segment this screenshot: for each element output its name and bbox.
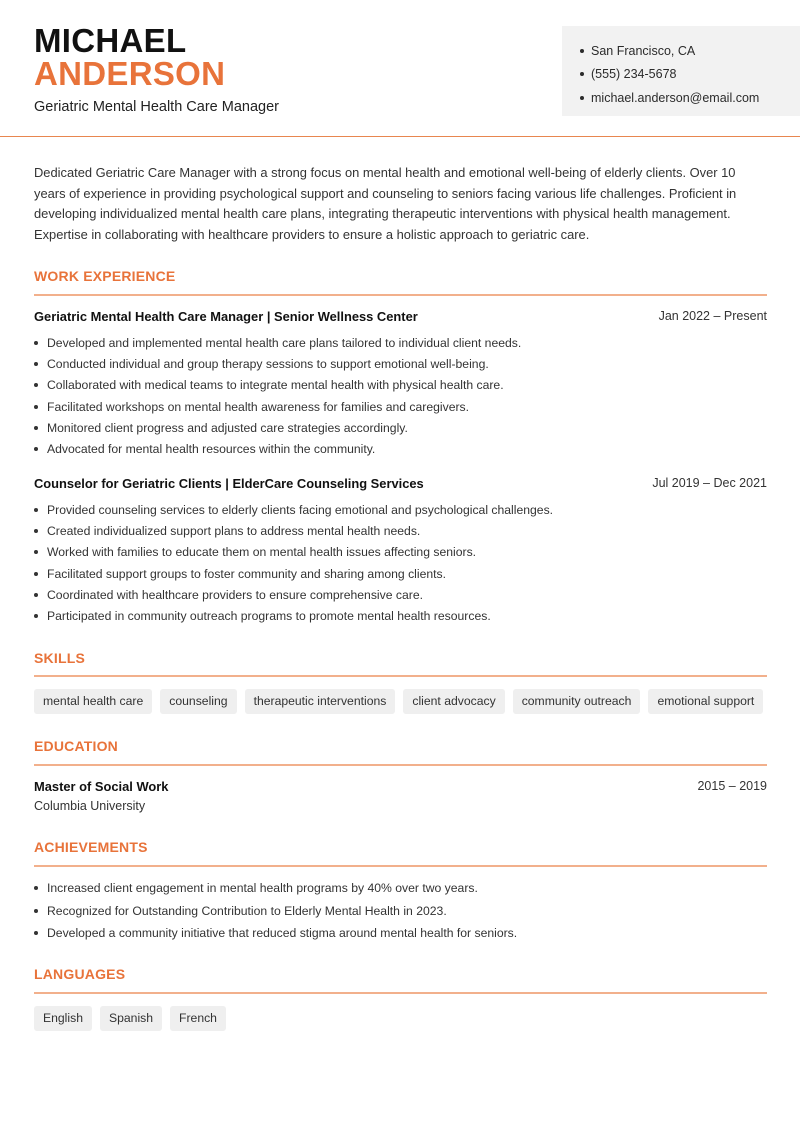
list-item-text: Participated in community outreach programs to promote mental health resources. [47, 609, 491, 624]
bullet-icon [34, 614, 38, 618]
job-role: Geriatric Mental Health Care Manager | Senior Wellness Center [34, 309, 418, 324]
bullet-icon [34, 593, 38, 597]
language-tag: English [34, 1006, 92, 1031]
list-item-text: Facilitated support groups to foster community and sharing among clients. [47, 566, 447, 581]
contact-location [580, 39, 800, 63]
list-item [34, 396, 767, 417]
bullet-icon [34, 426, 38, 430]
section-divider [34, 294, 767, 296]
bullet-icon [580, 96, 584, 100]
bullet-icon [34, 931, 38, 935]
list-item [34, 922, 767, 945]
bullet-icon [34, 909, 38, 913]
achievements-list [34, 877, 767, 945]
section-title-languages: LANGUAGES [34, 966, 126, 982]
list-item-text: Monitored client progress and adjusted care strategies accordingly. [47, 420, 408, 435]
skill-tag: client advocacy [403, 689, 504, 714]
list-item [34, 375, 767, 396]
skill-tag: counseling [160, 689, 236, 714]
list-item-text: Recognized for Outstanding Contribution to Elderly Mental Health in 2023. [47, 903, 447, 918]
list-item-text: Developed a community initiative that reduced stigma around mental health for seniors. [47, 926, 518, 941]
job-dates: Jul 2019 – Dec 2021 [652, 476, 767, 490]
list-item-text: Coordinated with healthcare providers to ensure comprehensive care. [47, 587, 423, 602]
bullet-icon [34, 550, 38, 554]
section-title-achievements: ACHIEVEMENTS [34, 839, 148, 855]
list-item [34, 900, 767, 923]
contact-email [580, 86, 800, 110]
job-title: Geriatric Mental Health Care Manager [34, 99, 279, 115]
list-item-text: Collaborated with medical teams to integrate mental health with physical health care. [47, 378, 504, 393]
bullet-icon [34, 447, 38, 451]
bullet-icon [34, 362, 38, 366]
job-bullets [34, 332, 767, 460]
contact-location-text: San Francisco, CA [591, 43, 696, 58]
list-item [34, 542, 767, 563]
job-bullets [34, 499, 767, 627]
bullet-icon [34, 508, 38, 512]
bullet-icon [34, 886, 38, 890]
list-item-text: Advocated for mental health resources within the community. [47, 442, 376, 457]
summary: Dedicated Geriatric Care Manager with a strong focus on mental health and emotional well-being of elderly clients. Over 10 years of experience in providing psychological support and counseling to seniors facing various life challenges. Proficient in developing individualized mental health care plans, integrating therapeutic interventions with physical health management. Expertise in collaborating with healthcare providers to ensure a holistic approach to geriatric care. [34, 165, 737, 243]
contact-phone-text: (555) 234-5678 [591, 67, 677, 82]
languages-list [34, 1006, 226, 1031]
list-item-text: Worked with families to educate them on mental health issues affecting seniors. [47, 545, 477, 560]
section-divider [34, 764, 767, 766]
list-item [34, 438, 767, 459]
section-divider [34, 675, 767, 677]
list-item-text: Increased client engagement in mental health programs by 40% over two years. [47, 881, 478, 896]
section-title-education: EDUCATION [34, 738, 118, 754]
first-name: MICHAEL [34, 22, 187, 59]
list-item-text: Created individualized support plans to address mental health needs. [47, 523, 421, 538]
resume-header [0, 0, 800, 137]
section-divider [34, 865, 767, 867]
job-header [34, 476, 767, 491]
language-tag: Spanish [100, 1006, 162, 1031]
skills-list [34, 689, 763, 714]
bullet-icon [34, 529, 38, 533]
list-item [34, 353, 767, 374]
skill-tag: mental health care [34, 689, 152, 714]
last-name: ANDERSON [34, 55, 226, 92]
list-item-text: Developed and implemented mental health care plans tailored to individual client needs. [47, 335, 522, 350]
section-divider [34, 992, 767, 994]
list-item [34, 877, 767, 900]
list-item [34, 417, 767, 438]
list-item [34, 605, 767, 626]
skill-tag: therapeutic interventions [245, 689, 396, 714]
list-item [34, 584, 767, 605]
contact-email-text[interactable]: michael.anderson@email.com [591, 90, 760, 105]
list-item [34, 563, 767, 584]
job-dates: Jan 2022 – Present [658, 309, 767, 323]
bullet-icon [34, 383, 38, 387]
education-school: Columbia University [34, 799, 146, 813]
bullet-icon [34, 341, 38, 345]
list-item-text: Provided counseling services to elderly clients facing emotional and psychological challenges. [47, 502, 554, 517]
bullet-icon [34, 405, 38, 409]
education-dates: 2015 – 2019 [697, 779, 767, 793]
bullet-icon [34, 572, 38, 576]
contact-phone [580, 63, 800, 87]
skill-tag: community outreach [513, 689, 641, 714]
skill-tag: emotional support [648, 689, 763, 714]
section-title-skills: SKILLS [34, 650, 85, 666]
list-item-text: Conducted individual and group therapy sessions to support emotional well-being. [47, 356, 489, 371]
bullet-icon [580, 72, 584, 76]
job-role: Counselor for Geriatric Clients | ElderCare Counseling Services [34, 476, 424, 491]
contact-box [562, 26, 800, 116]
section-title-work: WORK EXPERIENCE [34, 268, 176, 284]
list-item [34, 332, 767, 353]
bullet-icon [580, 49, 584, 53]
list-item [34, 499, 767, 520]
education-header [34, 779, 767, 794]
list-item-text: Facilitated workshops on mental health awareness for families and caregivers. [47, 399, 470, 414]
job-header [34, 309, 767, 324]
list-item [34, 520, 767, 541]
language-tag: French [170, 1006, 226, 1031]
education-degree: Master of Social Work [34, 779, 169, 794]
